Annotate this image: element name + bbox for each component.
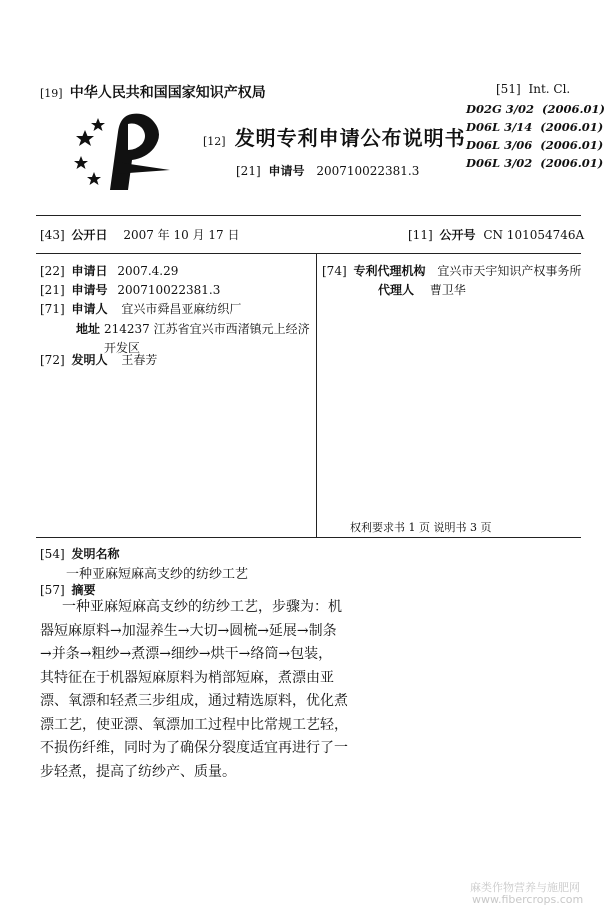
inventor-label: 发明人 — [71, 353, 108, 367]
field-code-21-header: [21] — [236, 164, 261, 178]
field-code-12: [12] — [203, 135, 226, 148]
abstract-line: 不损伤纤维，同时为了确保分裂度适宜再进行了一 — [40, 740, 348, 756]
invention-name-value: 一种亚麻短麻高支纱的纺纱工艺 — [66, 567, 249, 582]
app-no-value: 200710022381.3 — [117, 283, 221, 297]
page-count-note: 权利要求书 1 页 说明书 3 页 — [350, 521, 492, 534]
abstract-line: 漂工艺，使亚漂、氧漂加工过程中比常规工艺轻， — [40, 716, 348, 733]
header-app-no-value: 200710022381.3 — [316, 164, 420, 178]
abstract-line: →并条→粗纱→煮漂→细纱→烘干→络筒→包装， — [40, 646, 333, 662]
field-code-74: [74] — [322, 264, 347, 278]
document-title: 发明专利申请公布说明书 — [234, 126, 466, 150]
abstract-line: 器短麻原料→加湿养生→大切→圆梳→延展→制条 — [40, 622, 337, 639]
biblio-top-divider — [36, 253, 581, 254]
ipc-date: (2006.01) — [540, 156, 604, 170]
invention-name-label: 发明名称 — [71, 547, 120, 561]
applicant-value: 宜兴市舜昌亚麻纺织厂 — [121, 302, 242, 316]
field-code-71: [71] — [40, 302, 65, 316]
pub-date-value: 2007 年 10 月 17 日 — [123, 228, 240, 242]
agent-value: 曹卫华 — [429, 283, 466, 297]
int-cl-label: Int. Cl. — [528, 82, 571, 96]
pub-no-value: CN 101054746A — [483, 228, 585, 242]
watermark-site-name: 麻类作物营养与施肥网 — [470, 881, 580, 894]
abstract-line: 一种亚麻短麻高支纱的纺纱工艺，步骤为：机 — [62, 599, 342, 615]
field-code-51: [51] — [496, 82, 521, 96]
filing-date-label: 申请日 — [71, 264, 108, 278]
field-code-22: [22] — [40, 264, 65, 278]
abstract-line: 其特征在于机器短麻原料为梢部短麻，煮漂由亚 — [40, 669, 334, 686]
top-divider — [36, 215, 581, 216]
ipc-date: (2006.01) — [540, 120, 604, 134]
abstract-line: 漂、氧漂和轻煮三步组成，通过精选原料，优化煮 — [40, 693, 348, 709]
abstract-text — [40, 596, 348, 784]
ipc-code: D02G 3/02 — [466, 102, 535, 116]
pub-date-label: 公开日 — [71, 228, 108, 242]
app-no-label: 申请号 — [71, 283, 108, 297]
field-code-54: [54] — [40, 547, 65, 561]
agency-value: 宜兴市天宇知识产权事务所 — [437, 264, 582, 278]
ipc-date: (2006.01) — [540, 138, 604, 152]
field-code-11: [11] — [408, 228, 433, 242]
ipc-code: D06L 3/14 — [466, 120, 533, 134]
applicant-label: 申请人 — [71, 302, 108, 316]
field-code-57: [57] — [40, 583, 65, 597]
agent-label: 代理人 — [378, 283, 415, 297]
ipc-code: D06L 3/02 — [466, 156, 533, 170]
ipc-code: D06L 3/06 — [466, 138, 533, 152]
address-label: 地址 — [76, 322, 101, 336]
field-code-21: [21] — [40, 283, 65, 297]
inventor-value: 王春芳 — [121, 353, 158, 367]
biblio-column-divider — [316, 253, 317, 537]
abstract-line: 步轻煮，提高了纺纱产、质量。 — [40, 763, 236, 780]
header-app-no-label: 申请号 — [268, 164, 305, 178]
biblio-bottom-divider — [36, 537, 581, 538]
pub-no-label: 公开号 — [439, 228, 476, 242]
field-code-43: [43] — [40, 228, 65, 242]
agency-label: 专利代理机构 — [353, 264, 426, 278]
abstract-label: 摘要 — [71, 583, 96, 597]
cnipa-logo-icon — [70, 112, 180, 192]
field-code-19: [19] — [40, 87, 63, 100]
watermark-url: www.fibercrops.com — [472, 893, 584, 906]
patent-office-name: 中华人民共和国国家知识产权局 — [69, 85, 266, 101]
ipc-date: (2006.01) — [542, 102, 605, 116]
filing-date-value: 2007.4.29 — [117, 264, 179, 278]
address-line-1: 214237 江苏省宜兴市西渚镇元上经济 — [104, 322, 310, 336]
ipc-row — [466, 100, 605, 172]
field-code-72: [72] — [40, 353, 65, 367]
address-line-2: 开发区 — [104, 341, 141, 355]
